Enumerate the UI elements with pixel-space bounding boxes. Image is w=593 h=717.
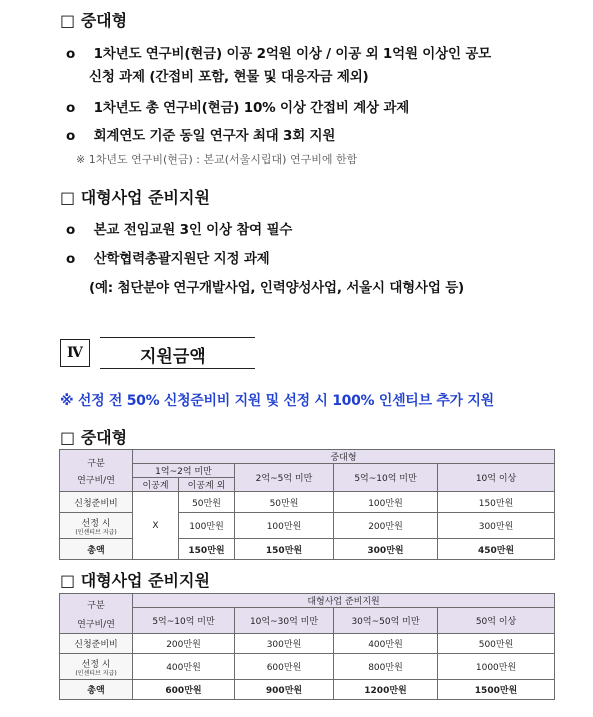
row-label: [60, 654, 133, 680]
list-item-text: 본교 전임교원 3인 이상 참여 필수: [93, 222, 293, 238]
row-label: [60, 513, 133, 539]
table-row: [60, 634, 555, 654]
column-subheader: 이공계 외: [179, 478, 235, 492]
column-header: 30억~50억 미만: [334, 608, 438, 634]
bullet: o: [66, 100, 76, 116]
column-header: 2억~5억 미만: [235, 464, 334, 492]
section-heading-mid: □ 중대형: [60, 11, 128, 30]
table-cell: 100만원: [235, 513, 334, 539]
row-label: 신청준비비: [60, 492, 133, 513]
table-cell: 400만원: [334, 634, 438, 654]
support-table-mid: [59, 449, 555, 560]
table-cell: 100만원: [179, 513, 235, 539]
table-cell: 150만원: [235, 539, 334, 560]
table-row: [60, 680, 555, 700]
corner-bottom-text: 연구비/연: [77, 475, 115, 486]
list-item-continuation: (예: 첨단분야 연구개발사업, 인력양성사업, 서울시 대형사업 등): [89, 280, 465, 296]
row-label-main: 선정 시: [81, 518, 111, 529]
table-cell: 1000만원: [438, 654, 555, 680]
bullet: o: [66, 46, 76, 62]
bullet: o: [66, 128, 76, 144]
corner-bottom-text: 연구비/연: [77, 619, 115, 630]
section-title-top-rule: [100, 337, 255, 338]
list-item-text: 1차년도 총 연구비(현금) 10% 이상 간접비 계상 과제: [93, 100, 410, 116]
table-cell: 900만원: [235, 680, 334, 700]
table-cell: 600만원: [133, 680, 235, 700]
row-label: 총액: [60, 539, 133, 560]
table-cell: 300만원: [235, 634, 334, 654]
table-cell: 150만원: [179, 539, 235, 560]
column-header: 10억 이상: [438, 464, 555, 492]
table-cell: 1200만원: [334, 680, 438, 700]
list-item-text: 1차년도 연구비(현금) 이공 2억원 이상 / 이공 외 1억원 이상인 공모: [93, 46, 492, 62]
table-row: [60, 654, 555, 680]
bullet: o: [66, 251, 76, 267]
row-label: 총액: [60, 680, 133, 700]
support-table-large: [59, 593, 555, 700]
column-header: 5억~10억 미만: [334, 464, 438, 492]
table-cell: 450만원: [438, 539, 555, 560]
section-heading-large: □ 대형사업 준비지원: [60, 188, 210, 207]
column-subheader: 이공계: [133, 478, 179, 492]
table-cell: 100만원: [334, 492, 438, 513]
table-heading-mid: □ 중대형: [60, 428, 128, 447]
column-header: 50억 이상: [438, 608, 555, 634]
table-cell: 400만원: [133, 654, 235, 680]
table-cell: 500만원: [438, 634, 555, 654]
column-header: 10억~30억 미만: [235, 608, 334, 634]
list-item: [66, 218, 292, 238]
table-cell: 600만원: [235, 654, 334, 680]
column-header: 1억~2억 미만: [133, 464, 235, 478]
table-cell: X: [133, 492, 179, 560]
section-number: Ⅳ: [60, 339, 90, 367]
corner-top-text: 구분: [87, 458, 105, 469]
table-group-header: 중대형: [133, 450, 555, 464]
list-item-text: 산학협력총괄지원단 지정 과제: [93, 251, 270, 267]
list-item: [66, 124, 335, 144]
bullet: o: [66, 222, 76, 238]
list-item-continuation: 신청 과제 (간접비 포함, 현물 및 대응자금 제외): [89, 69, 369, 85]
row-label: 신청준비비: [60, 634, 133, 654]
support-notice: ※ 선정 전 50% 신청준비비 지원 및 선정 시 100% 인센티브 추가 지원: [60, 393, 494, 409]
corner-top-text: 구분: [87, 600, 105, 611]
table-cell: 1500만원: [438, 680, 555, 700]
list-item: [66, 96, 409, 116]
row-label-sub: (인센티브 지급): [75, 669, 117, 677]
column-header: 5억~10억 미만: [133, 608, 235, 634]
list-item: [66, 42, 491, 62]
table-row: [60, 492, 555, 513]
table-cell: 150만원: [438, 492, 555, 513]
table-cell: 200만원: [334, 513, 438, 539]
table-corner-cell: [60, 594, 133, 634]
footnote: ※ 1차년도 연구비(현금) : 본교(서울시립대) 연구비에 한함: [76, 153, 358, 166]
table-cell: 50만원: [235, 492, 334, 513]
list-item: [66, 247, 270, 267]
table-heading-large: □ 대형사업 준비지원: [60, 571, 210, 590]
section-title: 지원금액: [140, 347, 206, 367]
section-title-bottom-rule: [100, 368, 255, 369]
list-item-text: 회계연도 기준 동일 연구자 최대 3회 지원: [93, 128, 336, 144]
table-cell: 300만원: [334, 539, 438, 560]
row-label-sub: (인센티브 지급): [75, 528, 117, 536]
table-cell: 800만원: [334, 654, 438, 680]
row-label-main: 선정 시: [81, 659, 111, 670]
table-group-header: 대형사업 준비지원: [133, 594, 555, 608]
table-corner-cell: [60, 450, 133, 492]
table-cell: 300만원: [438, 513, 555, 539]
table-cell: 50만원: [179, 492, 235, 513]
table-cell: 200만원: [133, 634, 235, 654]
